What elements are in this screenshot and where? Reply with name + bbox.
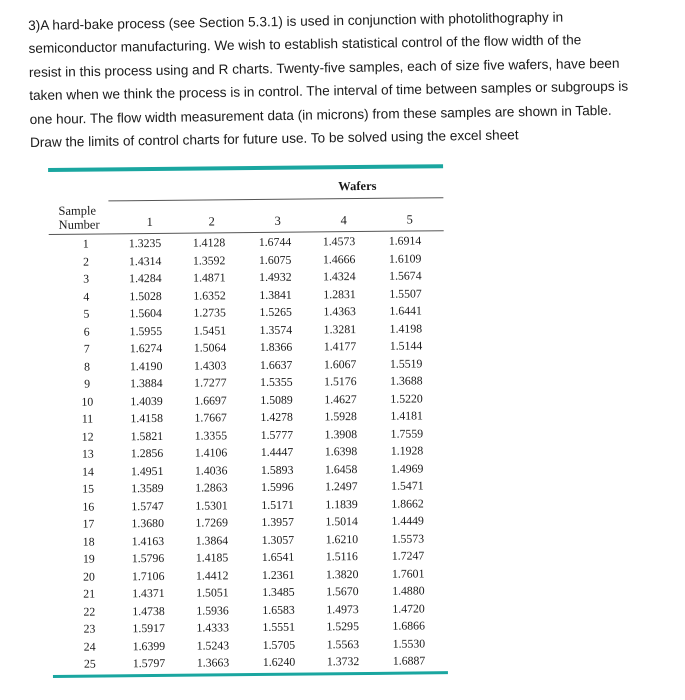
measurement-cell: 1.7559 <box>390 425 424 441</box>
measurement-cell: 1.4177 <box>323 339 357 354</box>
measurement-cell: 1.6887 <box>392 653 426 668</box>
measurement-cell: 1.6398 <box>324 444 358 459</box>
sample-number-cell: 24 <box>83 639 96 654</box>
measurement-cell: 1.5530 <box>392 635 426 651</box>
measurement-cell: 1.5301 <box>195 497 228 513</box>
measurement-cell: 1.5144 <box>389 338 423 353</box>
measurement-cell: 1.3732 <box>326 654 360 669</box>
sample-number-cell: 5 <box>83 306 90 321</box>
measurement-cell: 1.5451 <box>193 322 227 338</box>
measurement-cell: 1.8662 <box>391 495 424 511</box>
measurement-cell: 1.5355 <box>260 374 293 389</box>
measurement-cell: 1.5936 <box>196 602 229 618</box>
measurement-cell: 1.6541 <box>261 549 295 564</box>
measurement-cell: 1.6109 <box>388 250 422 266</box>
measurement-cell: 1.5821 <box>130 428 164 443</box>
measurement-cell: 1.4314 <box>128 253 162 268</box>
measurement-cell: 1.1928 <box>390 443 424 458</box>
sample-number-cell: 20 <box>83 569 95 584</box>
measurement-cell: 1.5265 <box>259 304 292 319</box>
measurement-cell: 1.4036 <box>194 462 228 478</box>
measurement-cell: 1.4284 <box>129 270 162 286</box>
sample-header-line: Number <box>58 217 100 232</box>
measurement-cell: 1.3485 <box>262 584 295 599</box>
measurement-cell: 1.2361 <box>261 567 295 582</box>
table-body <box>49 232 453 673</box>
measurement-cell: 1.5796 <box>131 550 165 566</box>
measurement-cell: 1.3057 <box>261 532 295 547</box>
measurement-cell: 1.5747 <box>131 498 164 513</box>
column-header-1: 1 <box>146 214 153 230</box>
measurement-cell: 1.4128 <box>192 235 226 250</box>
measurement-cell: 1.4185 <box>195 550 229 565</box>
measurement-cell: 1.4666 <box>322 251 356 266</box>
measurement-cell: 1.4447 <box>260 444 294 459</box>
measurement-cell: 1.6399 <box>132 638 166 653</box>
measurement-cell: 1.5089 <box>260 392 293 407</box>
measurement-cell: 1.2735 <box>193 305 226 320</box>
measurement-cell: 1.3864 <box>195 532 229 548</box>
measurement-cell: 1.5928 <box>324 409 357 424</box>
measurement-cell: 1.3841 <box>259 287 292 302</box>
table-row <box>53 652 453 673</box>
measurement-cell: 1.4738 <box>132 603 165 618</box>
measurement-cell: 1.6458 <box>324 461 358 476</box>
sample-number-cell: 18 <box>82 534 95 549</box>
measurement-cell: 1.3908 <box>324 426 358 441</box>
sample-number-cell: 16 <box>82 499 95 514</box>
measurement-cell: 1.4880 <box>392 583 425 598</box>
measurement-cell: 1.4303 <box>193 357 227 373</box>
measurement-cell: 1.6067 <box>323 356 357 371</box>
measurement-cell: 1.4278 <box>260 409 293 424</box>
sample-number-header <box>58 204 99 232</box>
measurement-cell: 1.5519 <box>389 355 423 371</box>
question-line: taken when we think the process is in control. The interval of time between samples or subgroups is <box>29 78 629 104</box>
measurement-cell: 1.7277 <box>194 375 227 390</box>
measurement-cell: 1.3680 <box>131 515 165 531</box>
measurement-cell: 1.7601 <box>391 565 425 581</box>
question-line: Draw the limits of control charts for future use. To be solved using the excel sheet <box>29 127 519 151</box>
wafers-header-divider <box>108 197 443 201</box>
question-line: one hour. The flow width measurement data (in microns) from these samples are shown in Table. <box>29 102 612 127</box>
measurement-cell: 1.4198 <box>389 320 423 336</box>
measurement-cell: 1.4158 <box>130 410 164 426</box>
sample-number-cell: 21 <box>83 586 96 601</box>
sample-number-cell: 6 <box>83 324 90 339</box>
measurement-cell: 1.3688 <box>390 373 423 388</box>
measurement-cell: 1.5893 <box>260 462 294 477</box>
measurement-cell: 1.7106 <box>131 568 165 583</box>
question-line: semiconductor manufacturing. We wish to establish statistical control of the flow width of the <box>28 32 582 57</box>
measurement-cell: 1.3884 <box>130 375 163 391</box>
measurement-cell: 1.6914 <box>388 233 422 248</box>
measurement-cell: 1.4412 <box>195 567 229 583</box>
measurement-cell: 1.6637 <box>259 357 293 372</box>
measurement-cell: 1.4627 <box>324 391 357 406</box>
sample-number-cell: 11 <box>81 411 94 426</box>
measurement-cell: 1.5014 <box>325 514 359 529</box>
measurement-cell: 1.5563 <box>326 636 360 651</box>
measurement-cell: 1.3281 <box>323 321 357 336</box>
measurement-cell: 1.4333 <box>196 620 230 635</box>
measurement-cell: 1.4871 <box>193 270 226 285</box>
sample-number-cell: 7 <box>83 341 90 356</box>
measurement-cell: 1.4973 <box>326 601 359 616</box>
measurement-cell: 1.5551 <box>262 619 296 634</box>
measurement-cell: 1.5064 <box>193 340 227 355</box>
measurement-cell: 1.4573 <box>322 234 356 249</box>
measurement-cell: 1.5670 <box>326 584 359 599</box>
sample-number-cell: 9 <box>84 376 91 391</box>
measurement-cell: 1.3574 <box>259 322 293 337</box>
measurement-cell: 1.4449 <box>391 513 424 528</box>
sample-header-line: Sample <box>58 203 97 218</box>
measurement-cell: 1.5116 <box>325 549 358 564</box>
question-line: resist in this process using and R charts. Twenty-five samples, each of size five wafers, have been <box>28 55 620 80</box>
measurement-cell: 1.5996 <box>261 479 294 494</box>
measurement-cell: 1.1839 <box>325 496 358 511</box>
measurement-cell: 1.4039 <box>130 393 163 408</box>
sample-number-cell: 12 <box>81 429 94 444</box>
measurement-cell: 1.6210 <box>325 531 359 546</box>
measurement-cell: 1.5674 <box>389 268 422 283</box>
measurement-cell: 1.5917 <box>132 620 166 636</box>
sample-number-cell: 15 <box>82 481 95 496</box>
measurement-cell: 1.4181 <box>390 408 423 423</box>
sample-number-cell: 14 <box>82 464 94 479</box>
sample-number-cell: 1 <box>82 236 89 251</box>
measurement-cell: 1.4932 <box>259 269 292 284</box>
measurement-cell: 1.5176 <box>324 374 357 389</box>
measurement-cell: 1.5295 <box>326 619 360 634</box>
measurement-cell: 1.6274 <box>129 340 163 356</box>
measurement-cell: 1.5471 <box>391 478 424 493</box>
measurement-cell: 1.5507 <box>389 285 422 301</box>
measurement-cell: 1.6697 <box>194 392 227 408</box>
measurement-cell: 1.4951 <box>130 463 164 478</box>
measurement-cell: 1.6744 <box>258 234 292 249</box>
measurement-cell: 1.3235 <box>128 235 162 251</box>
measurement-cell: 1.4190 <box>129 358 163 373</box>
measurement-cell: 1.4371 <box>132 585 165 601</box>
measurement-cell: 1.5171 <box>261 497 294 512</box>
measurement-cell: 1.5573 <box>391 530 425 546</box>
sample-number-cell: 4 <box>83 289 90 304</box>
sample-number-cell: 25 <box>83 656 96 671</box>
column-header-4: 4 <box>340 213 347 228</box>
measurement-cell: 1.5220 <box>390 390 423 406</box>
measurement-cell: 1.5955 <box>129 323 163 338</box>
sample-number-cell: 2 <box>82 254 89 269</box>
measurement-cell: 1.7667 <box>194 410 227 425</box>
measurement-cell: 1.3589 <box>131 480 164 496</box>
measurement-cell: 1.4720 <box>392 600 425 616</box>
measurement-cell: 1.5243 <box>196 637 230 653</box>
measurement-cell: 1.2831 <box>323 286 356 301</box>
measurement-cell: 1.3663 <box>196 655 230 670</box>
measurement-cell: 1.8366 <box>259 339 293 354</box>
measurement-cell: 1.5705 <box>262 637 296 652</box>
sample-number-cell: 3 <box>83 271 90 286</box>
column-header-2: 2 <box>208 214 215 229</box>
measurement-cell: 1.4106 <box>194 445 228 460</box>
measurement-cell: 1.5777 <box>260 427 294 442</box>
table-top-rule <box>48 164 443 172</box>
measurement-cell: 1.6352 <box>193 287 226 303</box>
measurement-cell: 1.2856 <box>130 445 164 461</box>
measurement-cell: 1.6441 <box>389 303 422 318</box>
measurement-cell: 1.5604 <box>129 305 162 321</box>
measurement-cell: 1.6866 <box>392 618 426 633</box>
measurement-cell: 1.5028 <box>129 288 162 303</box>
measurement-cell: 1.5797 <box>132 655 166 671</box>
measurement-cell: 1.2497 <box>325 479 358 494</box>
measurement-cell: 1.4163 <box>131 533 165 548</box>
measurement-cell: 1.3355 <box>194 427 228 443</box>
measurement-cell: 1.6240 <box>262 654 296 669</box>
sample-number-cell: 22 <box>83 604 96 619</box>
measurement-cell: 1.4324 <box>323 269 356 284</box>
flow-width-table <box>48 156 463 690</box>
sample-number-cell: 13 <box>81 446 94 461</box>
measurement-cell: 1.7247 <box>391 548 425 563</box>
sample-number-cell: 19 <box>82 551 95 566</box>
measurement-cell: 1.3957 <box>261 514 295 529</box>
measurement-cell: 1.4363 <box>323 304 356 319</box>
column-header-5: 5 <box>406 212 413 227</box>
measurement-cell: 1.3820 <box>325 566 359 581</box>
measurement-cell: 1.6075 <box>258 252 292 267</box>
question-text <box>28 4 645 154</box>
measurement-cell: 1.2863 <box>195 480 228 495</box>
measurement-cell: 1.3592 <box>192 252 226 268</box>
measurement-cell: 1.4969 <box>390 460 424 476</box>
measurement-cell: 1.7269 <box>195 515 229 530</box>
sample-number-cell: 10 <box>81 394 94 409</box>
sample-number-cell: 23 <box>83 621 96 636</box>
measurement-cell: 1.5051 <box>196 585 229 600</box>
question-line: 3)A hard-bake process (see Section 5.3.1) is used in conjunction with photolithography in <box>28 9 564 33</box>
measurement-cell: 1.6583 <box>262 602 295 617</box>
column-header-3: 3 <box>274 213 281 228</box>
sample-number-cell: 8 <box>83 359 91 374</box>
sample-number-cell: 17 <box>82 516 95 531</box>
wafers-group-header: Wafers <box>338 178 377 194</box>
